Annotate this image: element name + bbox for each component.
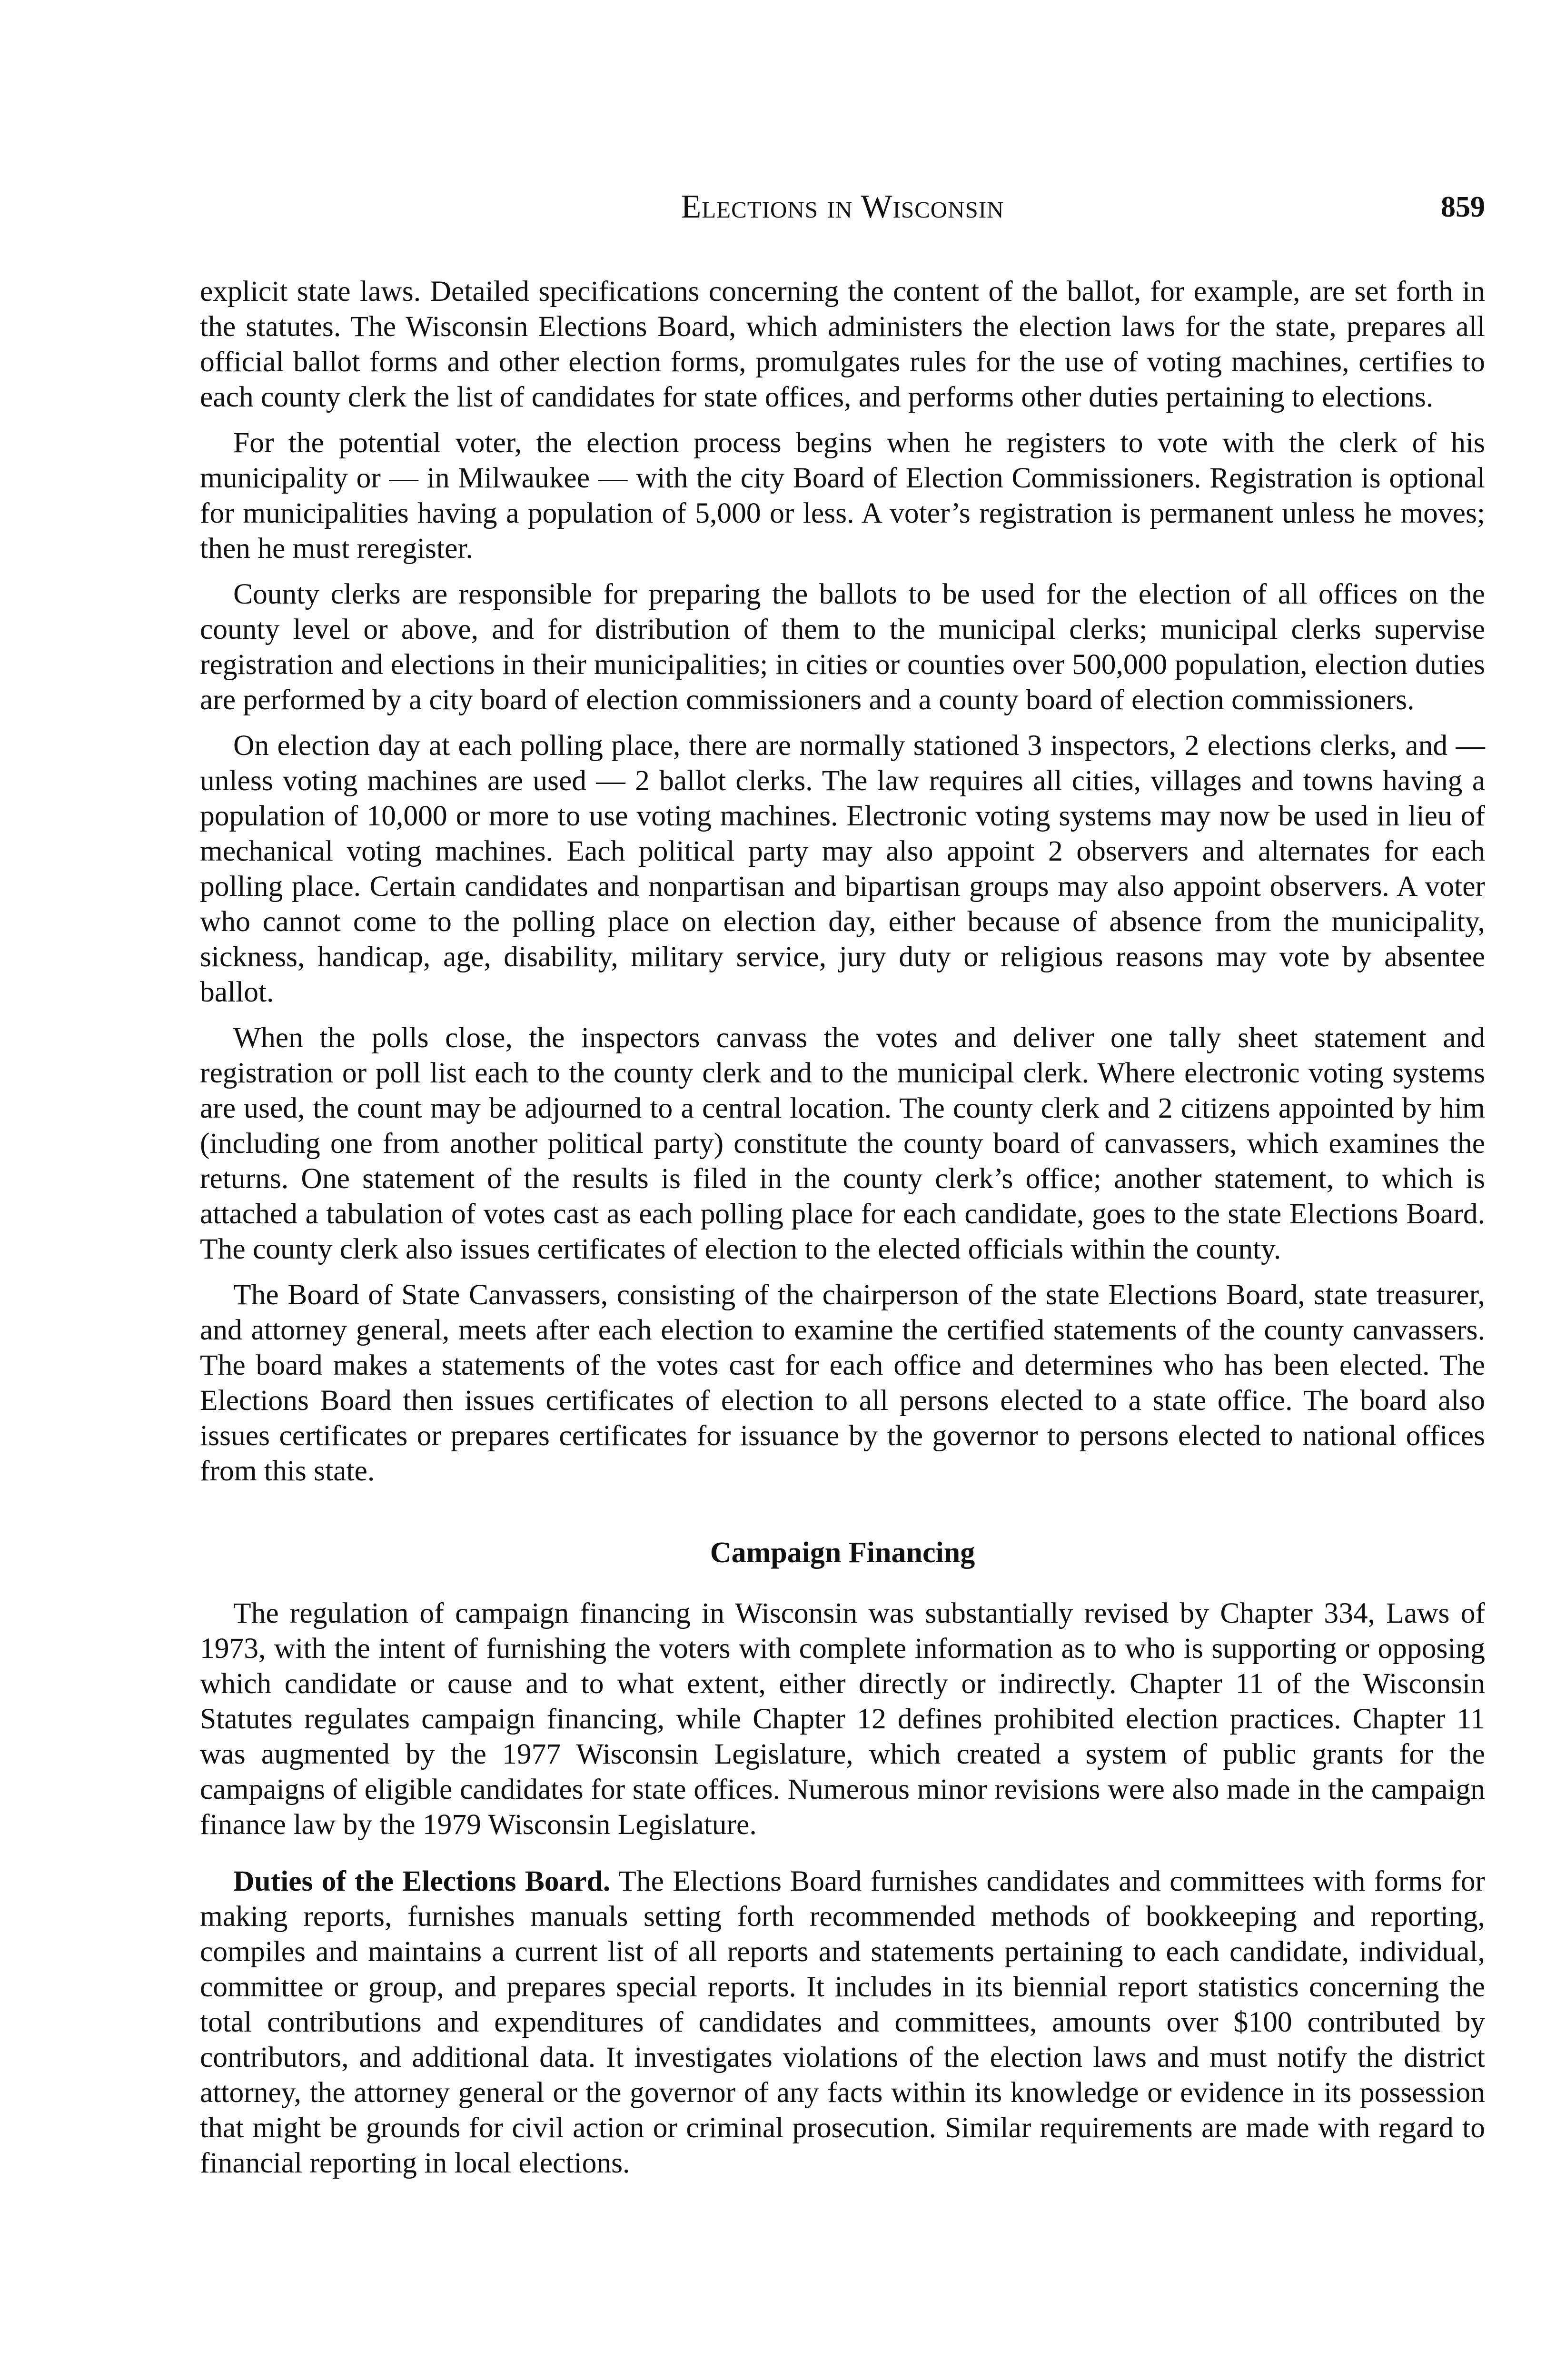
paragraph-duties-of-elections-board — [200, 1864, 1485, 2181]
paragraph-state-canvassers: The Board of State Canvassers, consisting of the chairperson of the state Elections Board, state treasurer, and attorney general, meets after each election to examine the certified statements of the county canvassers. The board makes a statements of the votes cast for each office and determines who has been elected. The Elections Board then issues certificates of election to all persons elected to a state office. The board also issues certificates or prepares certificates for issuance by the governor to persons elected to national offices from this state. — [200, 1279, 1485, 1487]
paragraph-campaign-financing-intro: The regulation of campaign financing in Wisconsin was substantially revised by Chapter 334, Laws of 1973, with the intent of furnishing the voters with complete information as to who is supporting or opposing which candidate or cause and to what extent, either directly or indirectly. Chapter 11 of the Wisconsin Statutes regulates campaign financing, while Chapter 12 defines prohibited election practices. Chapter 11 was augmented by the 1977 Wisconsin Legislature, which created a system of public grants for the campaigns of eligible candidates for state offices. Numerous minor revisions were also made in the campaign finance law by the 1979 Wisconsin Legislature. — [200, 1597, 1485, 1841]
running-title: Elections in Wisconsin — [681, 188, 1004, 225]
body-text — [200, 274, 1485, 2191]
page-number: 859 — [1441, 191, 1485, 223]
section-heading-campaign-financing: Campaign Financing — [710, 1537, 975, 1569]
paragraph-polls-close: When the polls close, the inspectors canvass the votes and deliver one tally sheet statement and registration or poll list each to the county clerk and to the municipal clerk. Where electronic voting systems are used, the count may be adjourned to a central location. The county clerk and 2 citizens appointed by him (including one from another political party) constitute the county board of canvassers, which examines the returns. One statement of the results is filed in the county clerk’s office; another statement, to which is attached a tabulation of votes cast as each polling place for each candidate, goes to the state Elections Board. The county clerk also issues certificates of election to the elected officials within the county. — [200, 1021, 1485, 1265]
paragraph-election-day: On election day at each polling place, there are normally stationed 3 inspectors, 2 elections clerks, and — unless voting machines are used — 2 ballot clerks. The law requires all cities, villages and towns having a population of 10,000 or more to use voting machines. Electronic voting systems may now be used in lieu of mechanical voting machines. Each political party may also appoint 2 observers and alternates for each polling place. Certain candidates and nonpartisan and bipartisan groups may also appoint observers. A voter who cannot come to the polling place on election day, either because of absence from the municipality, sickness, handicap, age, disability, military service, jury duty or religious reasons may vote by absentee ballot. — [200, 729, 1485, 1008]
duties-text: The Elections Board furnishes candidates and committees with forms for making reports, furnishes manuals setting forth recommended methods of bookkeeping and reporting, compiles and maintains a current list of all reports and statements pertaining to each candidate, individual, committee or group, and prepares special reports. It includes in its biennial report statistics concerning the total contributions and expenditures of candidates and committees, amounts over $100 contributed by contributors, and additional data. It investigates violations of the election laws and must notify the district attorney, the attorney general or the governor of any facts within its knowledge or evidence in its possession that might be grounds for civil action or criminal prosecution. Similar requirements are made with regard to financial reporting in local elections. — [200, 1865, 1486, 2179]
run-in-heading-duties: Duties of the Elections Board. — [233, 1865, 611, 1897]
paragraph-voter-registration: For the potential voter, the election process begins when he registers to vote with the clerk of his municipality or — in Milwaukee — with the city Board of Election Commissioners. Registration is optional for municipalities having a population of 5,000 or less. A voter’s registration is permanent unless he moves; then he must reregister. — [200, 426, 1485, 565]
paragraph-county-clerks: County clerks are responsible for preparing the ballots to be used for the election of all offices on the county level or above, and for distribution of them to the municipal clerks; municipal clerks supervise registration and elections in their municipalities; in cities or counties over 500,000 population, election duties are performed by a city board of election commissioners and a county board of election commissioners. — [200, 578, 1485, 716]
page-header — [200, 183, 1485, 236]
paragraph-continued: explicit state laws. Detailed specifications concerning the content of the ballot, for example, are set forth in the statutes. The Wisconsin Elections Board, which administers the election laws for the state, prepares all official ballot forms and other election forms, promulgates rules for the use of voting machines, certifies to each county clerk the list of candidates for state offices, and performs other duties pertaining to elections. — [200, 275, 1485, 413]
